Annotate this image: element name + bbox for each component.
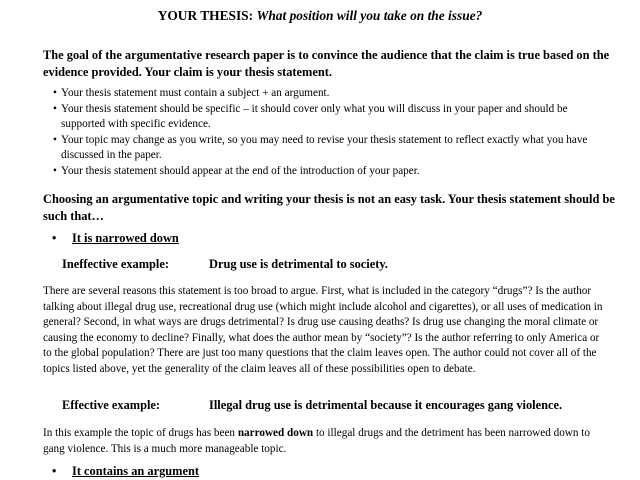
- summary-paragraph: [43, 426, 603, 457]
- title-subtitle: What position will you take on the issue?: [256, 8, 483, 23]
- section-heading-text: It contains an argument: [72, 464, 200, 478]
- effective-example-label: Effective example:: [62, 398, 161, 412]
- intro-paragraph: The goal of the argumentative research paper is to convince the audience that the claim is true based on the evidence provided. Your claim is your thesis statement.: [43, 48, 610, 79]
- bullet-glyph: •: [52, 231, 57, 245]
- summary-text-start: In this example the topic of drugs has been: [43, 427, 238, 439]
- list-item: • Your thesis statement should be specific – it should cover only what you will discuss in your paper and should be supported with specific evidence.: [43, 102, 603, 133]
- effective-example-text: Illegal drug use is detrimental because it encourages gang violence.: [209, 398, 563, 412]
- effective-example: [62, 397, 563, 414]
- ineffective-example-text: Drug use is detrimental to society.: [209, 257, 388, 271]
- title-main: YOUR THESIS:: [157, 8, 254, 23]
- section-heading-text: It is narrowed down: [72, 231, 179, 245]
- bullet-glyph: •: [52, 464, 57, 478]
- summary-text-end: to illegal drugs and the detriment has been narrowed down to gang violence. This is a much more manageable topic.: [43, 427, 590, 455]
- ineffective-example-label: Ineffective example:: [62, 257, 169, 271]
- thesis-requirements-list: [43, 86, 603, 180]
- choosing-paragraph: Choosing an argumentative topic and writing your thesis is not an easy task. Your thesis statement should be such that…: [43, 192, 615, 223]
- list-item: • Your thesis statement must contain a subject + an argument.: [43, 86, 603, 102]
- section-heading-narrowed: [52, 230, 179, 247]
- list-item: • Your topic may change as you write, so you may need to revise your thesis statement to reflect exactly what you have discussed in the paper.: [43, 133, 603, 164]
- page-title: [0, 7, 640, 24]
- ineffective-example: [62, 256, 388, 273]
- list-item: • Your thesis statement should appear at the end of the introduction of your paper.: [43, 164, 603, 180]
- summary-emphasis: narrowed down: [237, 427, 314, 439]
- explanation-paragraph: There are several reasons this statement is too broad to argue. First, what is included in the category “drugs”? Is the author talking about illegal drug use, recreational drug use (which might include alcohol and cigarettes), or all uses of medication in general? Second, in what ways are drugs detrimental? Is drug use causing deaths? Is drug use changing the moral climate or causing the economy to decline? Finally, what does the author mean by “society”? Is the author referring to only America or to the global population? There are just too many questions that the claim leaves open. The author could not cover all of the topics listed above, yet the generality of the claim leaves all of these possibilities open to debate.: [43, 285, 603, 375]
- section-heading-argument: [52, 463, 199, 480]
